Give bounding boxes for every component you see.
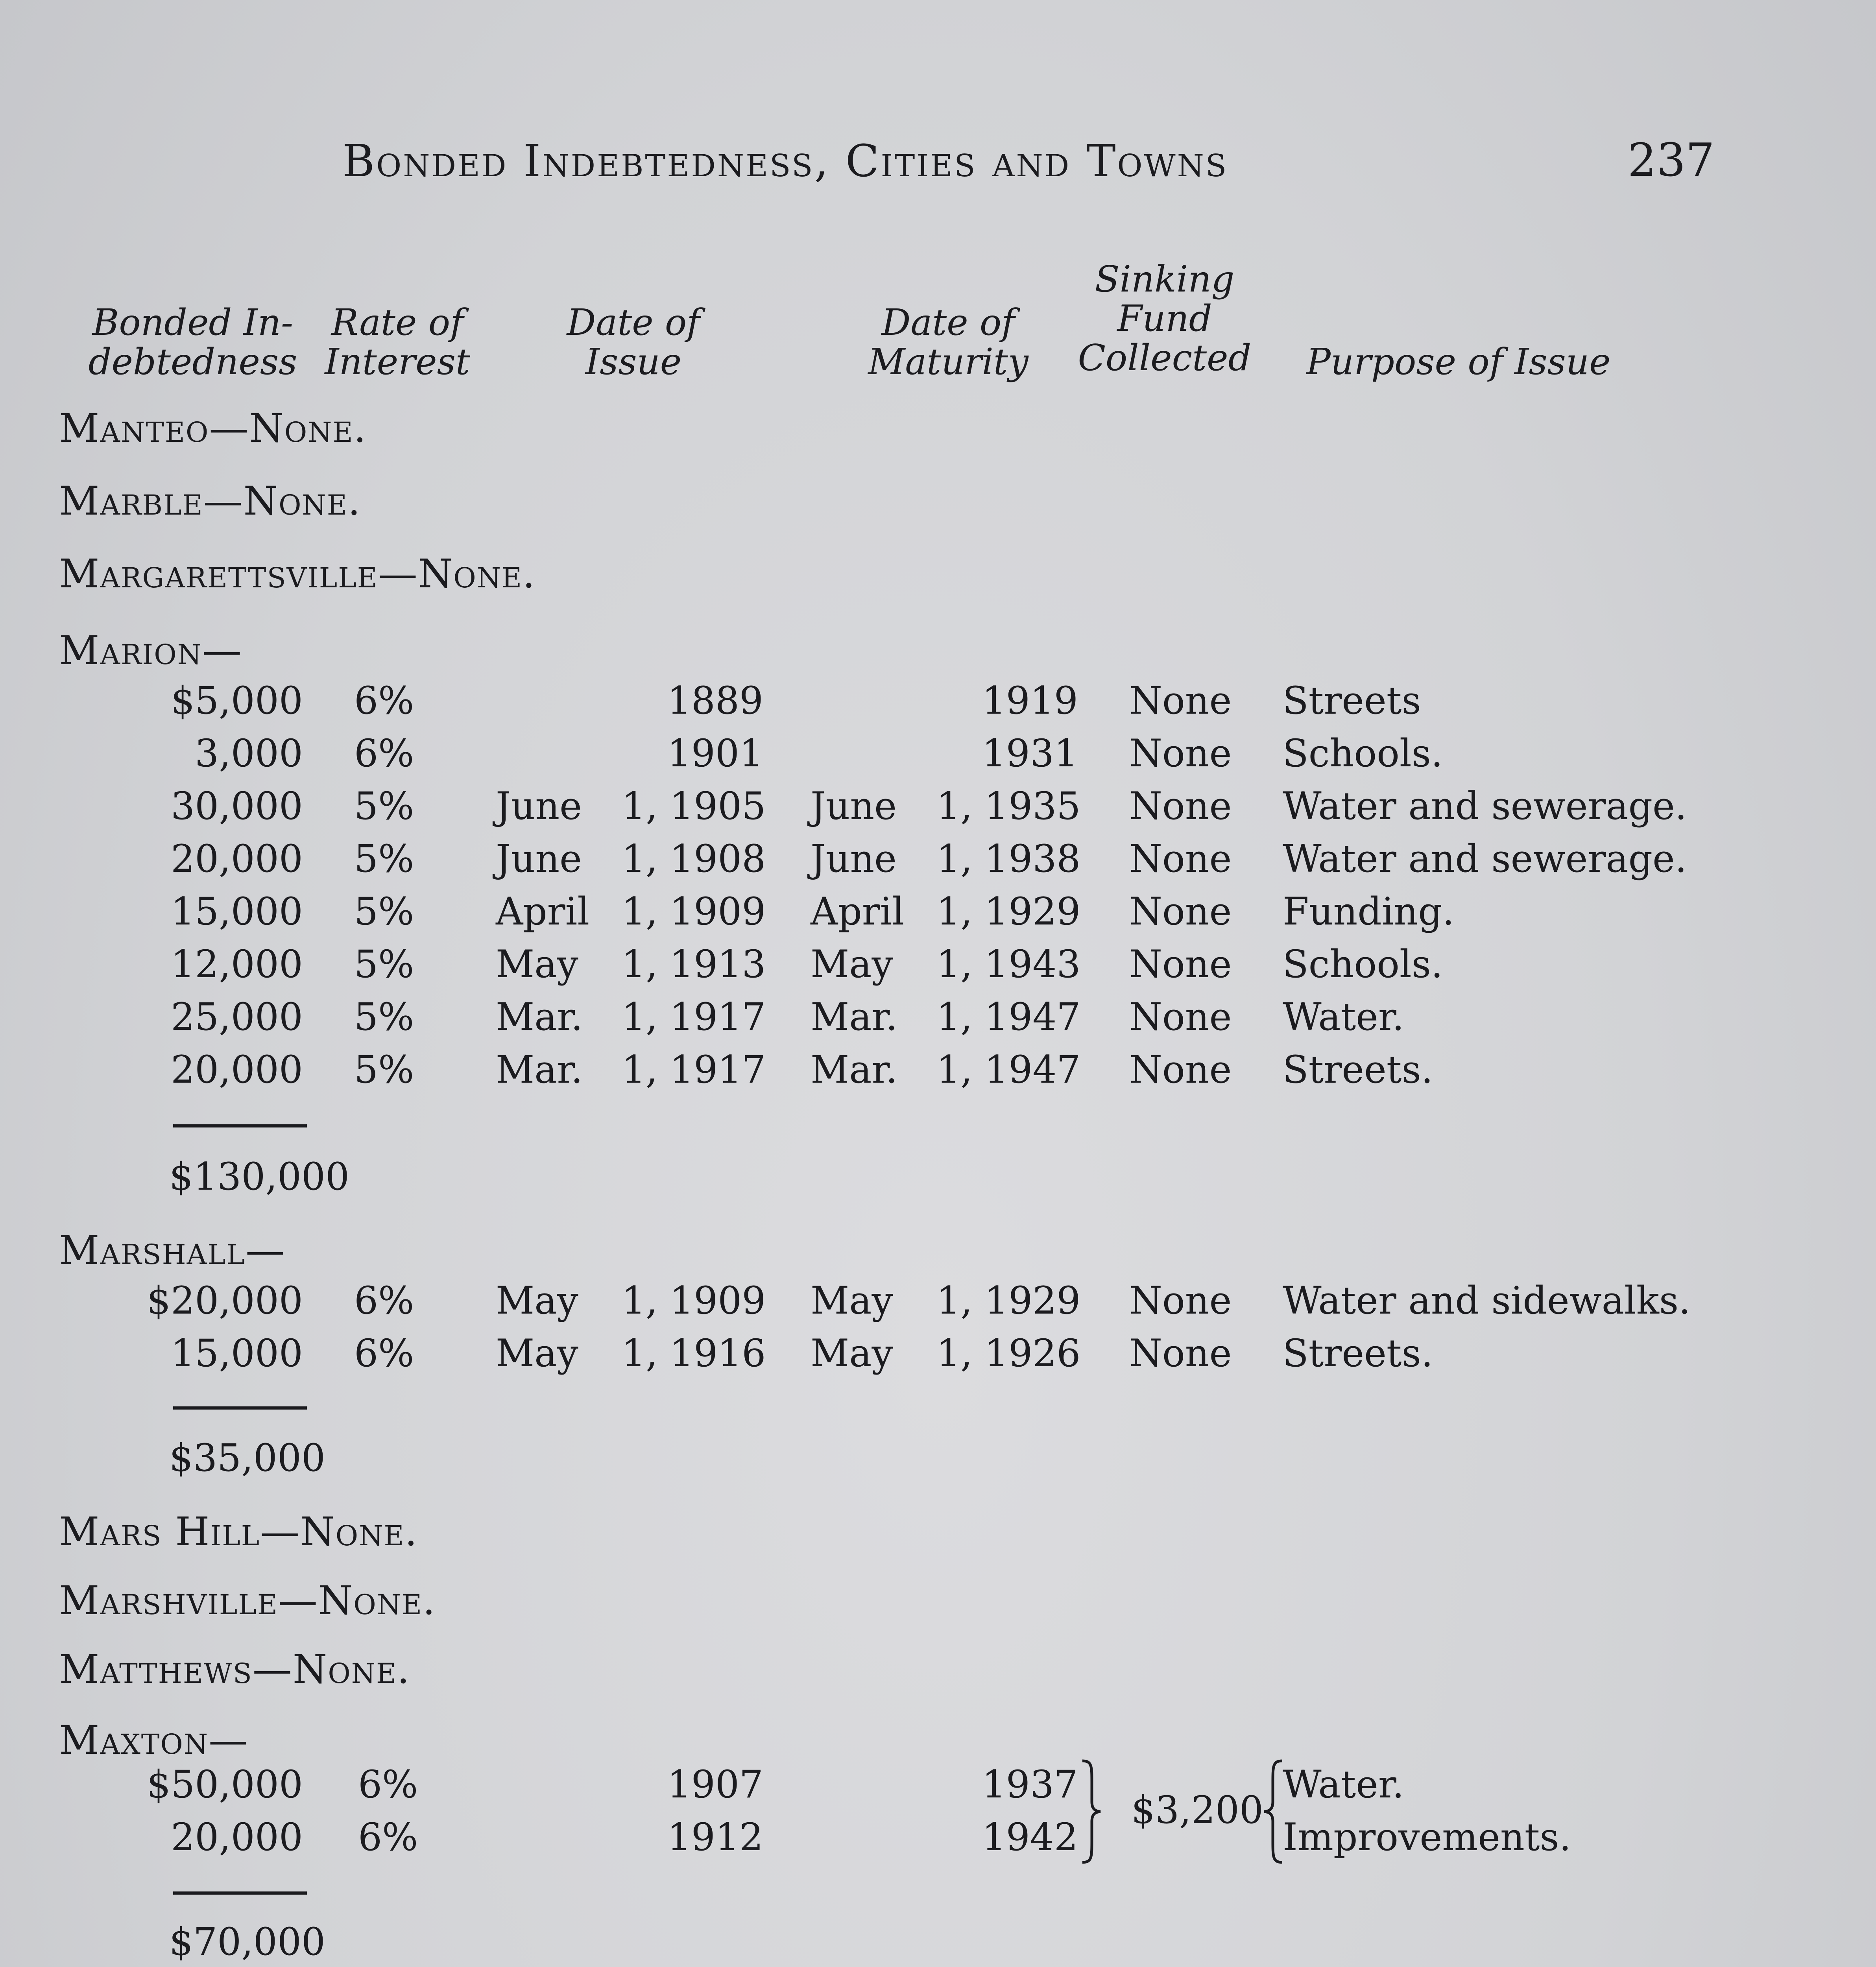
bond-amount: 20,000 [171,837,303,881]
maturity-month: May [811,1279,893,1323]
purpose: Water. [1283,995,1404,1039]
column-header-date-of-issue [543,303,724,382]
interest-rate: 5% [354,889,414,934]
bond-amount: 3,000 [195,731,303,775]
sinking-fund: None [1129,889,1232,934]
total-rule [173,1891,307,1895]
maturity-month: June [811,837,897,881]
town-manteo: Manteo—None. [59,405,367,451]
purpose: Water and sewerage. [1283,837,1687,881]
issue-month: June [496,837,582,881]
maturity-date: 1, 1943 [936,942,1081,986]
right-brace-icon [1080,1758,1104,1865]
purpose: Improvements. [1283,1815,1571,1859]
maturity-date: 1, 1947 [936,995,1081,1039]
issue-date: 1, 1916 [622,1331,766,1375]
maturity-month: May [811,1331,893,1375]
maxton-total: $70,000 [169,1920,325,1964]
sinking-fund: None [1129,995,1232,1039]
maturity-month: June [811,784,897,828]
issue-date: 1, 1909 [622,1279,766,1323]
maturity-month: Mar. [811,995,898,1039]
column-header-sinking-fund [1066,260,1263,378]
column-header-line: Bonded In- [92,301,294,343]
issue-month: May [496,1279,578,1323]
maturity-date: 1937 [982,1762,1078,1806]
purpose: Schools. [1283,942,1443,986]
bond-amount: 30,000 [171,784,303,828]
column-header-line: Rate of [331,301,464,343]
maturity-month: May [811,942,893,986]
maturity-date: 1, 1929 [936,889,1081,934]
total-rule [173,1406,307,1410]
maturity-date: 1942 [982,1815,1078,1859]
maturity-date: 1, 1947 [936,1048,1081,1092]
marshall-total: $35,000 [169,1436,325,1480]
town-margarettsville: Margarettsville—None. [59,551,536,597]
interest-rate: 5% [354,837,414,881]
interest-rate: 5% [354,942,414,986]
interest-rate: 5% [354,1048,414,1092]
issue-date: 1, 1913 [622,942,766,986]
issue-date: 1889 [667,679,763,723]
sinking-fund: None [1129,784,1232,828]
interest-rate: 6% [354,1331,414,1375]
column-header-purpose: Purpose of Issue [1306,341,1611,383]
maturity-date: 1, 1929 [936,1279,1081,1323]
column-header-line: Date of [881,301,1015,343]
maturity-date: 1, 1926 [936,1331,1081,1375]
interest-rate: 6% [358,1762,418,1806]
town-maxton: Maxton— [59,1717,249,1763]
column-header-line: Maturity [868,341,1028,383]
issue-month: May [496,1331,578,1375]
bond-amount: 25,000 [171,995,303,1039]
purpose: Streets. [1283,1331,1433,1375]
total-rule [173,1124,307,1127]
town-matthews: Matthews—None. [59,1646,410,1692]
maturity-month: Mar. [811,1048,898,1092]
sinking-fund: None [1129,1048,1232,1092]
town-marble: Marble—None. [59,478,361,524]
issue-date: 1, 1908 [622,837,766,881]
sinking-fund: None [1129,731,1232,775]
interest-rate: 5% [354,995,414,1039]
issue-month: Mar. [496,995,583,1039]
purpose: Funding. [1283,889,1455,934]
town-mars-hill: Mars Hill—None. [59,1509,418,1555]
sinking-fund: None [1129,837,1232,881]
issue-date: 1901 [667,731,763,775]
issue-month: May [496,942,578,986]
marion-total: $130,000 [169,1155,350,1199]
issue-date: 1, 1905 [622,784,766,828]
purpose: Water and sidewalks. [1283,1279,1691,1323]
issue-month: June [496,784,582,828]
column-header-bonded-indebtedness [75,303,311,382]
interest-rate: 6% [358,1815,418,1859]
maxton-sinking-fund: $3,200 [1131,1788,1263,1832]
sinking-fund: None [1129,1331,1232,1375]
interest-rate: 6% [354,1279,414,1323]
issue-date: 1, 1917 [622,1048,766,1092]
page-header-title: Bonded Indebtedness, Cities and Towns [342,136,1228,187]
town-marshville: Marshville—None. [59,1578,436,1624]
issue-date: 1912 [667,1815,763,1859]
issue-date: 1, 1917 [622,995,766,1039]
interest-rate: 6% [354,679,414,723]
page-number: 237 [1627,134,1715,187]
bond-amount: 15,000 [171,1331,303,1375]
issue-date: 1, 1909 [622,889,766,934]
maturity-date: 1, 1938 [936,837,1081,881]
issue-month: April [496,889,590,934]
town-marion: Marion— [59,627,242,674]
issue-month: Mar. [496,1048,583,1092]
sinking-fund: None [1129,1279,1232,1323]
purpose: Streets [1283,679,1421,723]
interest-rate: 5% [354,784,414,828]
purpose: Schools. [1283,731,1443,775]
column-header-line: Interest [325,341,470,383]
column-header-line: Fund [1117,297,1212,340]
maturity-month: April [811,889,905,934]
town-marshall: Marshall— [59,1227,286,1273]
column-header-date-of-maturity [854,303,1043,382]
purpose: Water and sewerage. [1283,784,1687,828]
issue-date: 1907 [667,1762,763,1806]
column-header-line: Collected [1078,337,1252,379]
left-brace-icon [1261,1758,1285,1865]
sinking-fund: None [1129,679,1232,723]
purpose: Streets. [1283,1048,1433,1092]
sinking-fund: None [1129,942,1232,986]
column-header-rate [315,303,480,382]
maturity-date: 1931 [982,731,1078,775]
bond-amount: $5,000 [171,679,303,723]
maturity-date: 1919 [982,679,1078,723]
interest-rate: 6% [354,731,414,775]
column-header-line: Date of [567,301,700,343]
bond-amount: $50,000 [147,1762,303,1806]
purpose: Water. [1283,1762,1404,1806]
column-header-line: Sinking [1095,258,1235,300]
bond-amount: 20,000 [171,1048,303,1092]
bond-amount: 12,000 [171,942,303,986]
column-header-line: Issue [585,341,682,383]
column-header-line: debtedness [88,341,297,383]
bond-amount: 15,000 [171,889,303,934]
bond-amount: 20,000 [171,1815,303,1859]
bond-amount: $20,000 [147,1279,303,1323]
maturity-date: 1, 1935 [936,784,1081,828]
